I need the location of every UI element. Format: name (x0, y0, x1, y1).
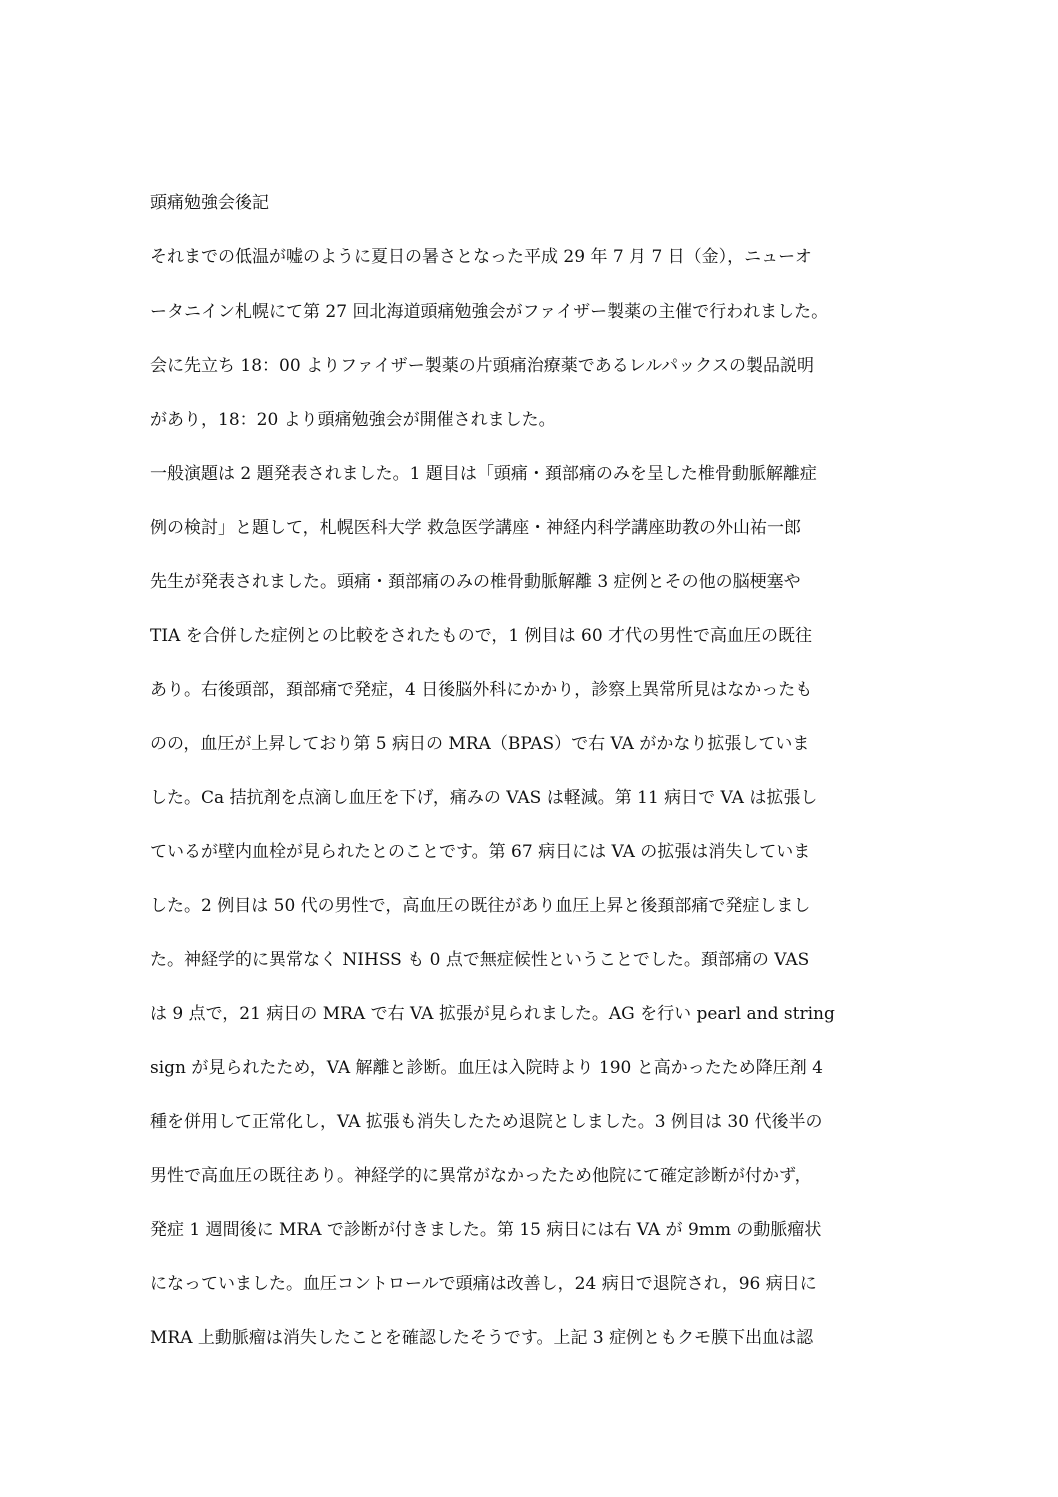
text-line: た。神経学的に異常なく NIHSS も 0 点で無症候性ということでした。頚部痛の VAS (150, 950, 810, 970)
text-line: あり。右後頭部，頚部痛で発症，4 日後脳外科にかかり，診察上異常所見はなかったも (150, 680, 813, 700)
text-line: sign が見られたため，VA 解離と診断。血圧は入院時より 190 と高かったため降圧剤 4 (150, 1058, 823, 1078)
text-line: した。Ca 拮抗剤を点滴し血圧を下げ，痛みの VAS は軽減。第 11 病日で VA は拡張し (150, 788, 818, 808)
text-line: があり，18：20 より頭痛勉強会が開催されました。 (150, 410, 556, 430)
text-line: 先生が発表されました。頭痛・頚部痛のみの椎骨動脈解離 3 症例とその他の脳梗塞や (150, 572, 801, 592)
text-line: 例の検討」と題して，札幌医科大学 救急医学講座・神経内科学講座助教の外山祐一郎 (150, 518, 802, 538)
text-line: 種を併用して正常化し，VA 拡張も消失したため退院としました。3 例目は 30 代後半の (150, 1112, 823, 1132)
text-line: TIA を合併した症例との比較をされたもので，1 例目は 60 才代の男性で高血圧の既往 (150, 626, 813, 646)
text-line: のの，血圧が上昇しており第 5 病日の MRA（BPAS）で右 VA がかなり拡張していま (150, 734, 810, 754)
text-line: は 9 点で，21 病日の MRA で右 VA 拡張が見られました。AG を行い pearl and string (150, 1004, 835, 1024)
text-line: 男性で高血圧の既往あり。神経学的に異常がなかったため他院にて確定診断が付かず， (150, 1166, 812, 1186)
text-line: した。2 例目は 50 代の男性で，高血圧の既往があり血圧上昇と後頚部痛で発症しまし (150, 896, 811, 916)
text-line: になっていました。血圧コントロールで頭痛は改善し，24 病日で退院され，96 病日に (150, 1274, 817, 1294)
text-line: 発症 1 週間後に MRA で診断が付きました。第 15 病日には右 VA が 9mm の動脈瘤状 (150, 1220, 822, 1240)
text-line: 一般演題は 2 題発表されました。1 題目は「頭痛・頚部痛のみを呈した椎骨動脈解離症 (150, 464, 817, 484)
document-title: 頭痛勉強会後記 (150, 193, 269, 213)
text-line: それまでの低温が嘘のように夏日の暑さとなった平成 29 年 7 月 7 日（金），ニューオ (150, 247, 812, 267)
text-line: ータニイン札幌にて第 27 回北海道頭痛勉強会がファイザー製薬の主催で行われました。 (150, 302, 829, 322)
text-line: MRA 上動脈瘤は消失したことを確認したそうです。上記 3 症例ともクモ膜下出血は認 (150, 1328, 814, 1348)
text-line: ているが壁内血栓が見られたとのことです。第 67 病日には VA の拡張は消失していま (150, 842, 811, 862)
text-line: 会に先立ち 18：00 よりファイザー製薬の片頭痛治療薬であるレルパックスの製品説明 (150, 356, 814, 376)
